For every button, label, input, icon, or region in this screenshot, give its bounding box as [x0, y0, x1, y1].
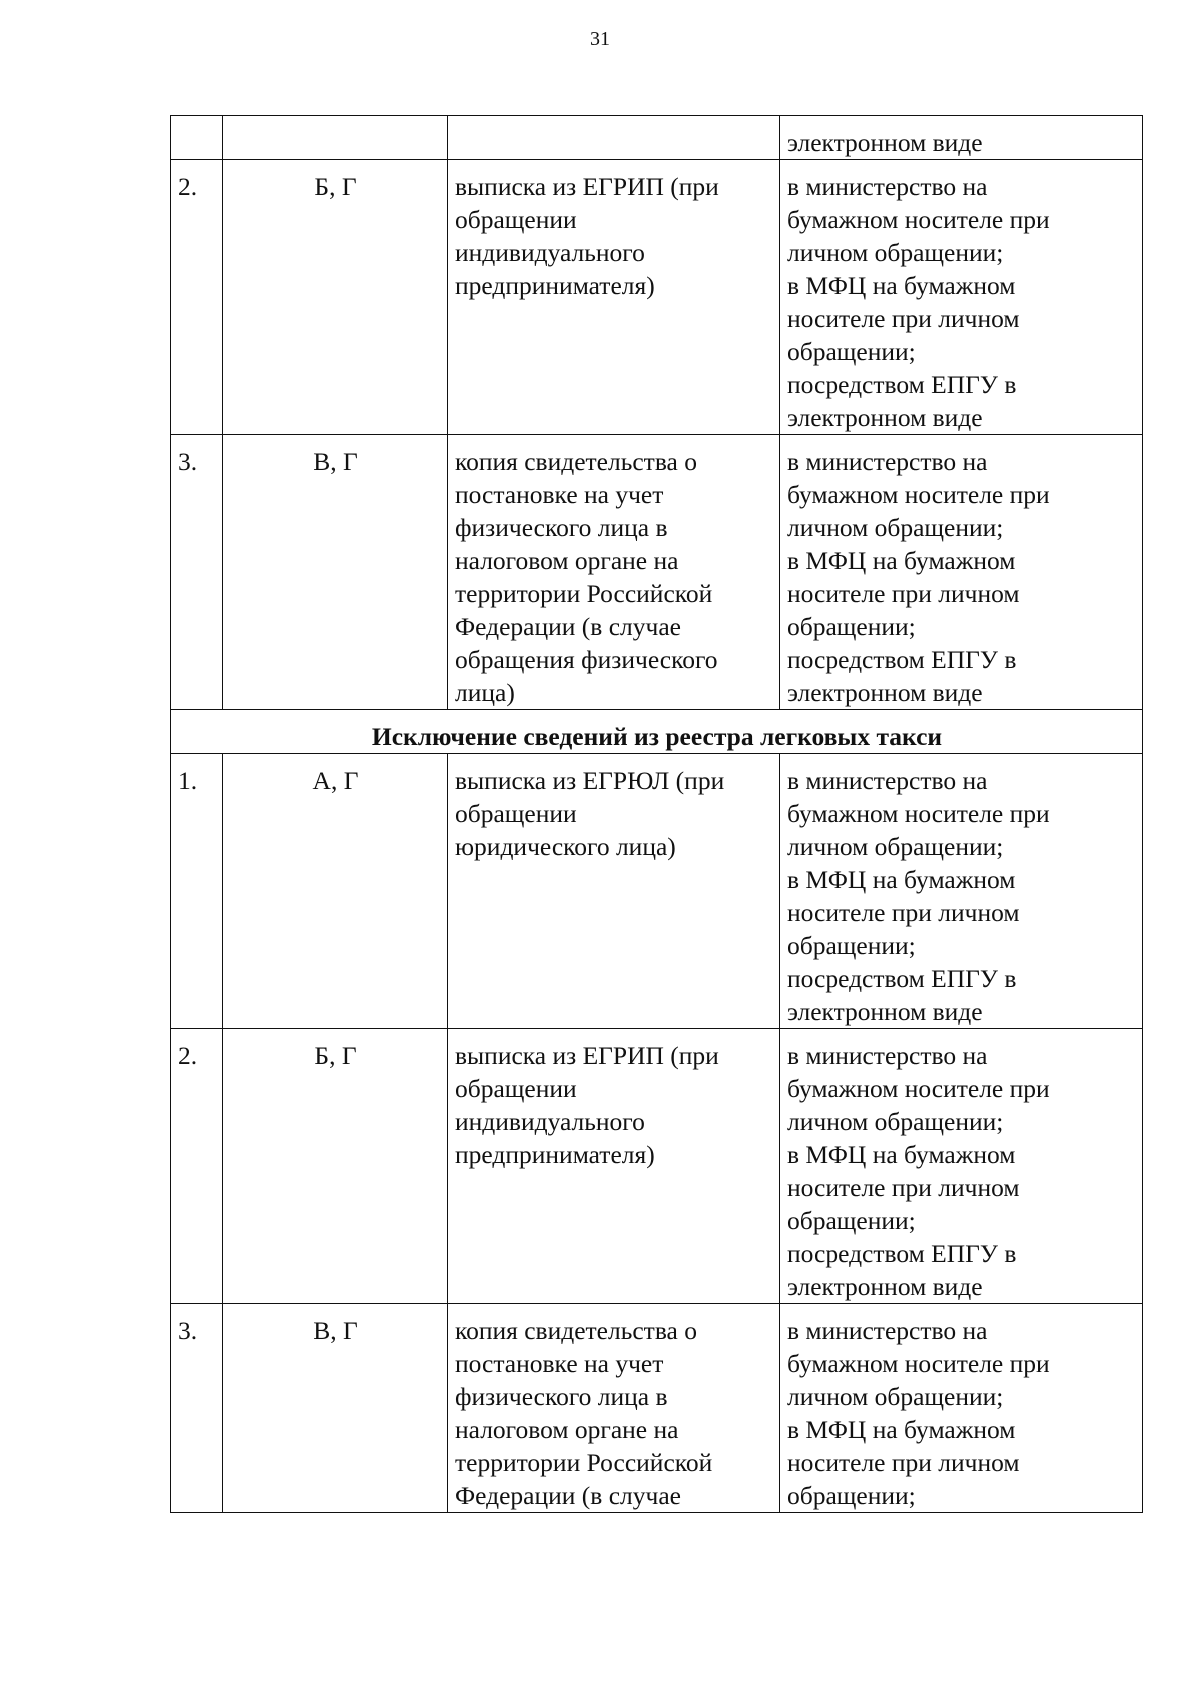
submission-method-line: бумажном носителе при	[787, 205, 1050, 234]
document-name-cell	[448, 116, 780, 160]
document-name-line: Федерации (в случае	[455, 612, 681, 641]
applicant-group-cell: А, Г	[223, 754, 448, 1029]
submission-method-line: носителе при личном	[787, 579, 1020, 608]
row-number-cell: 1.	[171, 754, 223, 1029]
submission-method-line: бумажном носителе при	[787, 1074, 1050, 1103]
submission-method-line: носителе при личном	[787, 898, 1020, 927]
applicant-group-cell: Б, Г	[223, 160, 448, 435]
submission-method-line: бумажном носителе при	[787, 480, 1050, 509]
section-header-row	[171, 710, 1143, 754]
document-name-line: территории Российской	[455, 1448, 713, 1477]
submission-method-line: обращении;	[787, 1206, 916, 1235]
submission-method-line: в министерство на	[787, 1316, 988, 1345]
submission-method-line: посредством ЕПГУ в	[787, 370, 1017, 399]
submission-method-line: посредством ЕПГУ в	[787, 964, 1017, 993]
submission-method-cell	[780, 1029, 1143, 1304]
document-name-cell	[448, 435, 780, 710]
table-row	[171, 435, 1143, 710]
submission-method-line: носителе при личном	[787, 1173, 1020, 1202]
submission-method-line: носителе при личном	[787, 304, 1020, 333]
document-name-line: обращении	[455, 205, 577, 234]
documents-table-body	[171, 116, 1143, 1513]
table-row	[171, 754, 1143, 1029]
row-number-cell: 2.	[171, 160, 223, 435]
submission-method-line: бумажном носителе при	[787, 799, 1050, 828]
document-name-line: копия свидетельства о	[455, 1316, 697, 1345]
document-name-cell	[448, 160, 780, 435]
submission-method-line: в МФЦ на бумажном	[787, 865, 1016, 894]
submission-method-line: обращении;	[787, 337, 916, 366]
submission-method-line: посредством ЕПГУ в	[787, 645, 1017, 674]
submission-method-line: электронном виде	[787, 403, 983, 432]
document-name-line: индивидуального	[455, 238, 645, 267]
submission-method-line: в МФЦ на бумажном	[787, 1140, 1016, 1169]
row-number-cell	[171, 116, 223, 160]
submission-method-line: посредством ЕПГУ в	[787, 1239, 1017, 1268]
document-name-line: обращении	[455, 1074, 577, 1103]
document-name-line: копия свидетельства о	[455, 447, 697, 476]
document-name-line: обращения физического	[455, 645, 718, 674]
submission-method-line: в МФЦ на бумажном	[787, 546, 1016, 575]
row-number-cell: 2.	[171, 1029, 223, 1304]
submission-method-line: обращении;	[787, 1481, 916, 1510]
document-name-line: налоговом органе на	[455, 1415, 679, 1444]
submission-method-line: бумажном носителе при	[787, 1349, 1050, 1378]
document-name-line: лица)	[455, 678, 515, 707]
applicant-group-cell	[223, 116, 448, 160]
submission-method-line: в МФЦ на бумажном	[787, 1415, 1016, 1444]
submission-method-line: личном обращении;	[787, 1382, 1004, 1411]
table-row	[171, 116, 1143, 160]
submission-method-line: личном обращении;	[787, 832, 1004, 861]
document-name-cell	[448, 1029, 780, 1304]
submission-method-line: в министерство на	[787, 172, 988, 201]
submission-method-line: личном обращении;	[787, 238, 1004, 267]
section-title: Исключение сведений из реестра легковых такси	[171, 710, 1143, 754]
submission-method-line: электронном виде	[787, 678, 983, 707]
document-name-line: индивидуального	[455, 1107, 645, 1136]
table-row	[171, 1304, 1143, 1513]
table-row	[171, 160, 1143, 435]
page-number: 31	[590, 28, 610, 50]
submission-method-line: обращении;	[787, 612, 916, 641]
document-name-line: выписка из ЕГРИП (при	[455, 1041, 719, 1070]
submission-method-cell	[780, 160, 1143, 435]
submission-method-line: в министерство на	[787, 766, 988, 795]
document-name-cell	[448, 754, 780, 1029]
submission-method-line: в министерство на	[787, 1041, 988, 1070]
submission-method-line: личном обращении;	[787, 1107, 1004, 1136]
document-name-line: постановке на учет	[455, 1349, 664, 1378]
document-name-line: постановке на учет	[455, 480, 664, 509]
submission-method-cell	[780, 435, 1143, 710]
document-name-line: обращении	[455, 799, 577, 828]
submission-method-line: личном обращении;	[787, 513, 1004, 542]
document-name-line: физического лица в	[455, 1382, 668, 1411]
document-name-line: предпринимателя)	[455, 1140, 655, 1169]
documents-table	[170, 115, 1143, 1513]
submission-method-cell	[780, 116, 1143, 160]
document-name-line: территории Российской	[455, 579, 713, 608]
document-name-line: предпринимателя)	[455, 271, 655, 300]
submission-method-line: в министерство на	[787, 447, 988, 476]
document-name-cell	[448, 1304, 780, 1513]
document-name-line: юридического лица)	[455, 832, 676, 861]
submission-method-line: в МФЦ на бумажном	[787, 271, 1016, 300]
applicant-group-cell: Б, Г	[223, 1029, 448, 1304]
submission-method-line: обращении;	[787, 931, 916, 960]
submission-method-cell	[780, 1304, 1143, 1513]
document-name-line: налоговом органе на	[455, 546, 679, 575]
row-number-cell: 3.	[171, 1304, 223, 1513]
document-name-line: Федерации (в случае	[455, 1481, 681, 1510]
submission-method-cell	[780, 754, 1143, 1029]
table-row	[171, 1029, 1143, 1304]
row-number-cell: 3.	[171, 435, 223, 710]
document-name-line: выписка из ЕГРЮЛ (при	[455, 766, 725, 795]
document-name-line: физического лица в	[455, 513, 668, 542]
applicant-group-cell: В, Г	[223, 435, 448, 710]
document-name-line: выписка из ЕГРИП (при	[455, 172, 719, 201]
submission-method-line: электронном виде	[787, 128, 983, 157]
submission-method-line: носителе при личном	[787, 1448, 1020, 1477]
submission-method-line: электронном виде	[787, 1272, 983, 1301]
submission-method-line: электронном виде	[787, 997, 983, 1026]
applicant-group-cell: В, Г	[223, 1304, 448, 1513]
